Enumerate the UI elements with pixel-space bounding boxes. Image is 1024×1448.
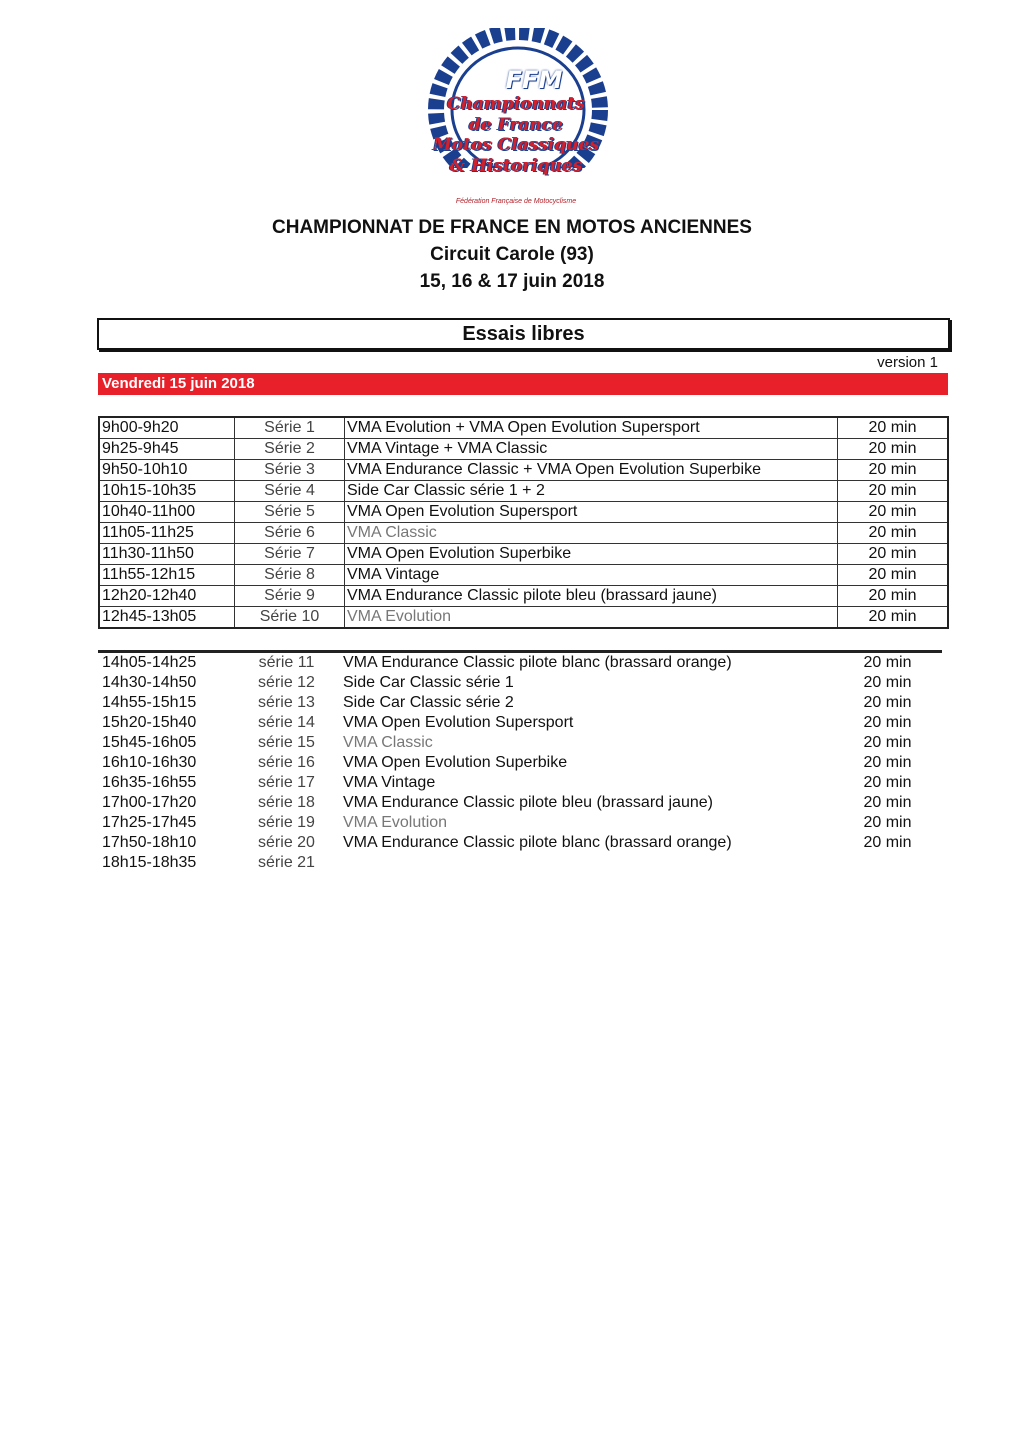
session-serie: série 11 [258, 654, 315, 671]
session-serie: série 20 [258, 834, 315, 851]
schedule-row [99, 544, 948, 565]
session-event: VMA Classic [345, 523, 838, 544]
session-serie: série 18 [258, 794, 315, 811]
session-event: VMA Classic [343, 734, 433, 751]
session-duration: 20 min [838, 481, 949, 502]
logo-federation-caption: Fédération Française de Motocyclisme [455, 198, 577, 205]
session-serie: série 15 [258, 734, 315, 751]
session-time: 11h05-11h25 [99, 523, 235, 544]
session-event: VMA Vintage + VMA Classic [345, 439, 838, 460]
session-time: 16h35-16h55 [102, 774, 197, 791]
session-serie: Série 1 [235, 417, 345, 439]
session-serie: Série 7 [235, 544, 345, 565]
session-serie: série 21 [258, 854, 315, 871]
schedule-row [98, 652, 942, 674]
schedule-row [98, 833, 942, 853]
logo-line-2: de France [469, 115, 563, 135]
session-event: VMA Open Evolution Superbike [343, 754, 568, 771]
session-event: VMA Endurance Classic pilote bleu (brassard jaune) [343, 794, 713, 811]
championship-logo [418, 28, 614, 212]
session-event: VMA Endurance Classic pilote bleu (brassard jaune) [345, 586, 838, 607]
session-duration: 20 min [863, 654, 912, 671]
session-time: 10h40-11h00 [99, 502, 235, 523]
document-title: CHAMPIONNAT DE FRANCE EN MOTOS ANCIENNES [272, 217, 752, 238]
day-banner: Vendredi 15 juin 2018 [98, 373, 948, 395]
schedule-row [98, 813, 942, 833]
session-time: 17h00-17h20 [102, 794, 197, 811]
schedule-row [98, 713, 942, 733]
session-duration: 20 min [863, 834, 912, 851]
session-serie: série 16 [258, 754, 315, 771]
session-event: VMA Evolution + VMA Open Evolution Supersport [345, 417, 838, 439]
session-duration: 20 min [863, 694, 912, 711]
session-time: 14h05-14h25 [102, 654, 197, 671]
session-serie: série 19 [258, 814, 315, 831]
session-time: 9h50-10h10 [99, 460, 235, 481]
session-time: 14h55-15h15 [102, 694, 197, 711]
session-time: 14h30-14h50 [102, 674, 197, 691]
session-serie: Série 6 [235, 523, 345, 544]
session-serie: Série 3 [235, 460, 345, 481]
schedule-row [98, 793, 942, 813]
session-event: VMA Vintage [343, 774, 436, 791]
session-duration: 20 min [838, 502, 949, 523]
session-serie: Série 9 [235, 586, 345, 607]
session-serie: Série 2 [235, 439, 345, 460]
session-time: 12h45-13h05 [99, 607, 235, 629]
session-duration: 20 min [838, 586, 949, 607]
session-serie: Série 8 [235, 565, 345, 586]
ffm-logo-text: FFM [505, 66, 563, 94]
session-serie: série 12 [258, 674, 315, 691]
session-time: 11h30-11h50 [99, 544, 235, 565]
session-duration [833, 853, 942, 873]
session-serie: série 13 [258, 694, 315, 711]
session-duration: 20 min [838, 607, 949, 629]
session-duration: 20 min [863, 734, 912, 751]
document-header [0, 214, 1024, 295]
section-heading-box [97, 318, 950, 350]
schedule-row [99, 439, 948, 460]
session-duration: 20 min [838, 417, 949, 439]
session-event: VMA Evolution [343, 814, 448, 831]
session-time: 9h00-9h20 [99, 417, 235, 439]
logo-line-4: & Historiques [449, 156, 583, 176]
session-duration: 20 min [838, 439, 949, 460]
schedule-row [99, 460, 948, 481]
session-event: Side Car Classic série 1 + 2 [345, 481, 838, 502]
schedule-row [99, 481, 948, 502]
session-duration: 20 min [863, 714, 912, 731]
session-duration: 20 min [838, 544, 949, 565]
session-duration: 20 min [863, 794, 912, 811]
schedule-row [98, 673, 942, 693]
schedule-row [99, 607, 948, 629]
schedule-row [98, 733, 942, 753]
logo-line-1: Championnats [447, 94, 585, 114]
session-duration: 20 min [838, 565, 949, 586]
logo-line-3: Motos Classiques [432, 135, 600, 155]
schedule-row [98, 773, 942, 793]
session-event: VMA Endurance Classic pilote blanc (brassard orange) [343, 654, 732, 671]
session-time: 18h15-18h35 [102, 854, 197, 871]
session-duration: 20 min [863, 754, 912, 771]
session-time: 15h45-16h05 [102, 734, 197, 751]
session-duration: 20 min [863, 814, 912, 831]
schedule-row [99, 565, 948, 586]
session-duration: 20 min [863, 674, 912, 691]
schedule-row [99, 417, 948, 439]
schedule-row [98, 693, 942, 713]
schedule-row [99, 523, 948, 544]
schedule-row [99, 502, 948, 523]
circuit-name: Circuit Carole (93) [430, 244, 594, 265]
session-time: 12h20-12h40 [99, 586, 235, 607]
schedule-row [99, 586, 948, 607]
session-duration: 20 min [863, 774, 912, 791]
event-dates: 15, 16 & 17 juin 2018 [419, 271, 605, 292]
session-time: 15h20-15h40 [102, 714, 197, 731]
schedule-row [98, 853, 942, 873]
session-time: 9h25-9h45 [99, 439, 235, 460]
session-event: VMA Open Evolution Supersport [345, 502, 838, 523]
session-time: 10h15-10h35 [99, 481, 235, 502]
session-serie: Série 10 [235, 607, 345, 629]
session-event: VMA Evolution [345, 607, 838, 629]
section-title: Essais libres [462, 323, 585, 345]
session-time: 11h55-12h15 [99, 565, 235, 586]
session-serie: série 17 [258, 774, 315, 791]
schedule-row [98, 753, 942, 773]
session-time: 17h50-18h10 [102, 834, 197, 851]
session-serie: Série 5 [235, 502, 345, 523]
session-duration: 20 min [838, 523, 949, 544]
session-time: 16h10-16h30 [102, 754, 197, 771]
session-event: Side Car Classic série 1 [343, 674, 514, 691]
afternoon-schedule-table [98, 650, 942, 873]
version-label: version 1 [877, 354, 938, 371]
session-duration: 20 min [838, 460, 949, 481]
session-event: VMA Vintage [345, 565, 838, 586]
session-event [341, 853, 833, 873]
session-event: VMA Open Evolution Superbike [345, 544, 838, 565]
session-event: VMA Endurance Classic + VMA Open Evolution Superbike [345, 460, 838, 481]
session-event: VMA Endurance Classic pilote blanc (brassard orange) [343, 834, 732, 851]
session-serie: Série 4 [235, 481, 345, 502]
session-serie: série 14 [258, 714, 315, 731]
morning-schedule-table [98, 416, 949, 629]
session-event: VMA Open Evolution Supersport [343, 714, 574, 731]
session-time: 17h25-17h45 [102, 814, 197, 831]
session-event: Side Car Classic série 2 [343, 694, 514, 711]
